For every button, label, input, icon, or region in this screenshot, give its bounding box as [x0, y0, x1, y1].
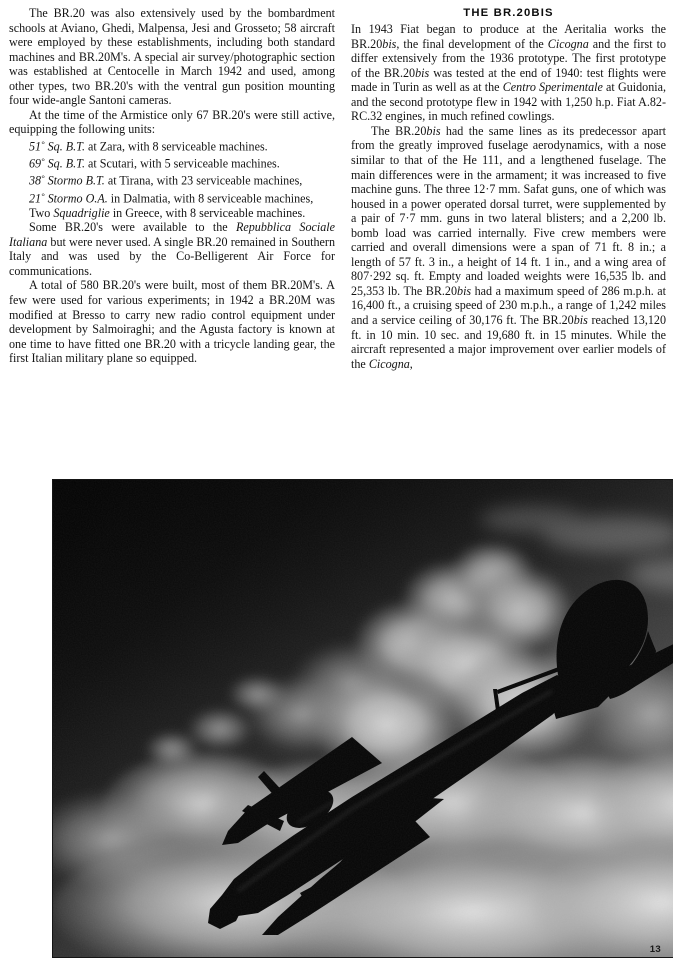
italic-bis: bis: [573, 312, 588, 327]
aircraft-photograph: [52, 479, 673, 958]
para-text-segment: at Guidonia, and the second prototype flew in 1942 with 1,250 h.p. Fiat A.82-RC.32 engines, in much refined cowlings.: [351, 80, 666, 124]
left-text-column: [9, 6, 335, 366]
page-number: 13: [649, 944, 661, 955]
section-heading: THE BR.20BIS: [463, 7, 554, 19]
unit-designation: Stormo B.T.: [47, 173, 105, 188]
unit-number: 51: [29, 139, 42, 154]
unit-degree-symbol: °: [41, 173, 45, 184]
unit-list-item: [9, 171, 335, 188]
para-text-segment: and the first to differ extensively from the 1936 prototype. The first prototype of the BR.20: [351, 36, 666, 80]
italic-bis: bis: [457, 283, 472, 298]
para-text-segment: had the same lines as its predecessor apart from the greatly improved fuselage aerodynamics, with a nose similar to that of the He 111, and a lengthened fuselage. The main differences were in the armament; it was increased to five machine guns. The three 12·7 mm. Safat guns, one of which was housed in a power operated dorsal turret, were supplemented by a pair of 7·7 mm. guns in two lateral blisters; and a 2,200 lb. bomb load was carried internally. Five crew members were carried and overall dimensions were a span of 71 ft. 8 in.; a length of 57 ft. 3 in., a height of 14 ft. 1 in., and a wing area of 807·292 sq. ft. Empty and loaded weights were 16,535 lb. and 25,353 lb. The BR.20: [351, 123, 666, 298]
paragraph-repubblica-sociale: [9, 220, 335, 278]
para-text-segment: reached 13,120 ft. in 10 min. 10 sec. and 19,680 ft. in 15 minutes. While the aircraft represented a major improvement over earlier models of the: [351, 312, 667, 371]
unit-degree-symbol: °: [41, 138, 45, 149]
unit-designation: Sq. B.T.: [47, 156, 86, 171]
italic-repubblica-sociale-italiana: Repubblica Sociale Italiana: [9, 220, 335, 249]
photograph-image: [52, 479, 673, 958]
paragraph-production-history: [351, 22, 666, 124]
italic-bis: bis: [382, 36, 397, 51]
unit-designation: Stormo O.A.: [47, 191, 108, 206]
para-text-segment: but were never used. A single BR.20 remained in Southern Italy and was used by the Co-Belligerent Air Force for communications.: [9, 234, 335, 278]
unit-degree-symbol: °: [41, 156, 45, 167]
paragraph-design-and-specifications: [351, 124, 666, 371]
para-text-segment: had a maximum speed of 286 m.p.h. at 16,400 ft., a cruising speed of 230 m.p.h., a range of 1,242 miles and a service ceiling of 30,176 ft. The BR.20: [351, 283, 667, 327]
unit-detail: at Zara, with 8 serviceable machines.: [85, 139, 268, 154]
unit-detail: at Tirana, with 23 serviceable machines,: [104, 173, 303, 188]
italic-cicogna: Cicogna: [547, 36, 589, 51]
paragraph-armistice: At the time of the Armistice only 67 BR.20's were still active, equipping the following units:: [9, 107, 335, 137]
para-text-segment: Some BR.20's were available to the: [29, 220, 236, 235]
unit-number: 21: [29, 191, 42, 206]
unit-number: 38: [29, 173, 42, 188]
para-text-segment: The BR.20: [371, 123, 427, 138]
para-text-segment: , the final development of the: [396, 36, 548, 51]
unit-list-item: [9, 137, 335, 154]
italic-bis: bis: [426, 123, 441, 138]
para-text-segment: was tested at the end of 1940: test flights were made in Turin as well as at the: [351, 65, 666, 95]
unit-list-item: [9, 154, 335, 171]
unit-designation: Sq. B.T.: [47, 139, 86, 154]
film-grain-overlay: [52, 479, 673, 958]
italic-cicogna: Cicogna: [368, 356, 410, 371]
article-body: [0, 6, 673, 446]
unit-designation: Squadriglie: [53, 205, 110, 220]
para-text-segment: In 1943 Fiat began to produce at the Aeritalia works the BR.20: [351, 22, 666, 51]
unit-detail: in Greece, with 8 serviceable machines.: [109, 205, 306, 220]
unit-degree-symbol: °: [41, 190, 45, 201]
unit-list-item: [9, 206, 335, 221]
paragraph-bombardment-schools: The BR.20 was also extensively used by the bombardment schools at Aviano, Ghedi, Malpensa, Jesi and Grosseto; 58 aircraft were employed by these establishments, including both standard machines and BR.20M's. A special air survey/photographic section was established at Centocelle in March 1942 and used, among other types, two BR.20's with the ventral gun position mounting four wide-angle Santoni cameras.: [9, 6, 335, 108]
paragraph-total-built: A total of 580 BR.20's were built, most of them BR.20M's. A few were used for various experiments; in 1942 a BR.20M was modified at Bresso to carry new radio control equipment under development by Salmoiraghi; and the Agusta factory is known at one time to have fitted one BR.20 with a tricycle landing gear, the first Italian military plane so equipped.: [9, 278, 335, 366]
italic-centro-sperimentale: Centro Sperimentale: [502, 80, 603, 95]
unit-list-item: [9, 189, 335, 206]
italic-bis: bis: [415, 65, 430, 80]
para-text-segment: ,: [409, 356, 413, 371]
unit-list: [9, 137, 335, 220]
right-text-column: [351, 6, 666, 371]
unit-detail: at Scutari, with 5 serviceable machines.: [85, 156, 280, 171]
unit-detail: in Dalmatia, with 8 serviceable machines,: [107, 191, 314, 206]
unit-number: Two: [29, 205, 51, 220]
unit-number: 69: [29, 156, 42, 171]
